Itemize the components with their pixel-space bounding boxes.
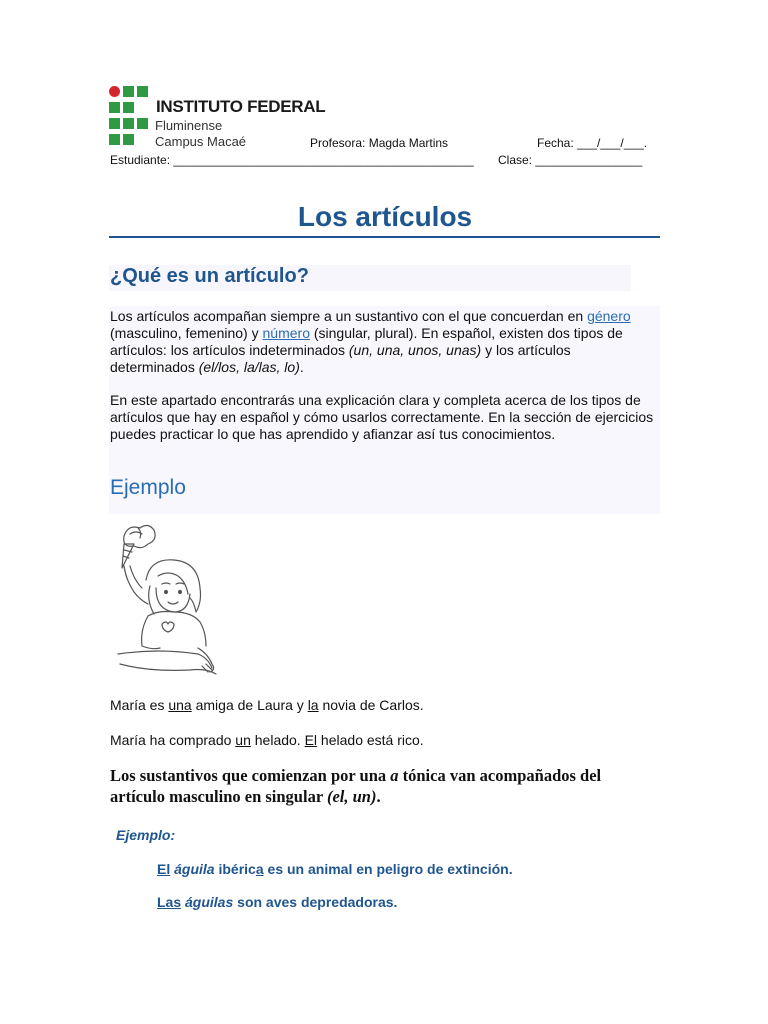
text: ibéric bbox=[214, 861, 256, 877]
text: y los artículos determinados bbox=[110, 342, 571, 375]
text: son aves depredadoras. bbox=[233, 894, 398, 910]
underlined-article: El bbox=[304, 732, 318, 748]
date-field: Fecha: ___/___/___. bbox=[537, 136, 648, 150]
text: Los artículos acompañan siempre a un sustantivo con el que concuerdan en bbox=[110, 308, 588, 324]
page-title: Los artículos bbox=[297, 201, 473, 232]
text: helado está rico. bbox=[317, 732, 424, 748]
link-genero[interactable]: género bbox=[587, 308, 631, 324]
logo-square bbox=[109, 134, 120, 145]
text: tónica van acompañados del artículo masculino en singular bbox=[110, 766, 602, 806]
class-field: Clase: ________________ bbox=[498, 153, 643, 167]
example-sentence-1 bbox=[110, 697, 424, 713]
emphasis: (el, un) bbox=[326, 787, 377, 806]
underlined-article: El bbox=[157, 861, 171, 877]
section-heading-question: ¿Qué es un artículo? bbox=[110, 265, 309, 287]
underlined-article: una bbox=[168, 697, 192, 713]
definite-articles: (el/los, la/las, lo) bbox=[198, 359, 300, 375]
title-divider bbox=[109, 236, 660, 238]
student-field: Estudiante: _____________________________________________ bbox=[110, 153, 474, 167]
logo-square bbox=[137, 118, 148, 129]
text: . bbox=[299, 359, 304, 375]
link-numero[interactable]: número bbox=[262, 325, 310, 341]
girl-with-ice-cream-icon bbox=[110, 516, 228, 678]
text: Los sustantivos que comienzan por una bbox=[110, 766, 391, 785]
grammar-rule bbox=[110, 765, 650, 807]
example-sentence-2 bbox=[110, 732, 424, 748]
logo-subtitle-campus: Campus Macaé bbox=[155, 134, 247, 149]
text: María ha comprado bbox=[110, 732, 236, 748]
logo-institute-name: INSTITUTO FEDERAL bbox=[156, 97, 326, 116]
logo-red-dot bbox=[109, 86, 120, 97]
logo-square bbox=[123, 102, 134, 113]
intro-paragraph-2: En este apartado encontrarás una explicación clara y completa acerca de los tipos de artículos que hay en español y cómo usarlos correctamente. En la sección de ejercicios puedes practicar lo que has aprendido y afianzar así tus conocimientos. bbox=[110, 392, 654, 442]
text: . bbox=[376, 787, 381, 806]
text: helado. bbox=[250, 732, 305, 748]
logo-square bbox=[123, 86, 134, 97]
emphasis: a bbox=[390, 766, 399, 785]
teacher-name: Profesora: Magda Martins bbox=[310, 136, 449, 150]
logo-square bbox=[123, 134, 134, 145]
example-label: Ejemplo: bbox=[116, 827, 176, 843]
underlined-article: Las bbox=[157, 894, 182, 910]
indefinite-articles: (un, una, unos, unas) bbox=[348, 342, 482, 358]
institute-logo bbox=[109, 86, 149, 146]
underlined-letter: a bbox=[255, 861, 264, 877]
text: amiga de Laura y bbox=[191, 697, 308, 713]
example-aguila-singular bbox=[157, 861, 513, 877]
logo-square bbox=[137, 86, 148, 97]
example-aguilas-plural bbox=[157, 894, 397, 910]
logo-square bbox=[109, 102, 120, 113]
underlined-article: la bbox=[307, 697, 319, 713]
logo-square bbox=[123, 118, 134, 129]
section-heading-ejemplo: Ejemplo bbox=[110, 476, 186, 499]
text: María es bbox=[110, 697, 169, 713]
logo-subtitle-fluminense: Fluminense bbox=[155, 118, 223, 133]
text: es un animal en peligro de extinción. bbox=[263, 861, 513, 877]
emphasis: águilas bbox=[185, 894, 234, 910]
emphasis: águila bbox=[174, 861, 215, 877]
underlined-article: un bbox=[235, 732, 251, 748]
text: novia de Carlos. bbox=[318, 697, 424, 713]
text: (singular, plural). En español, existen dos tipos de artículos: los artículos indeterminados bbox=[110, 325, 623, 358]
text: (masculino, femenino) y bbox=[110, 325, 263, 341]
intro-paragraph-1 bbox=[110, 308, 658, 376]
logo-square bbox=[109, 118, 120, 129]
